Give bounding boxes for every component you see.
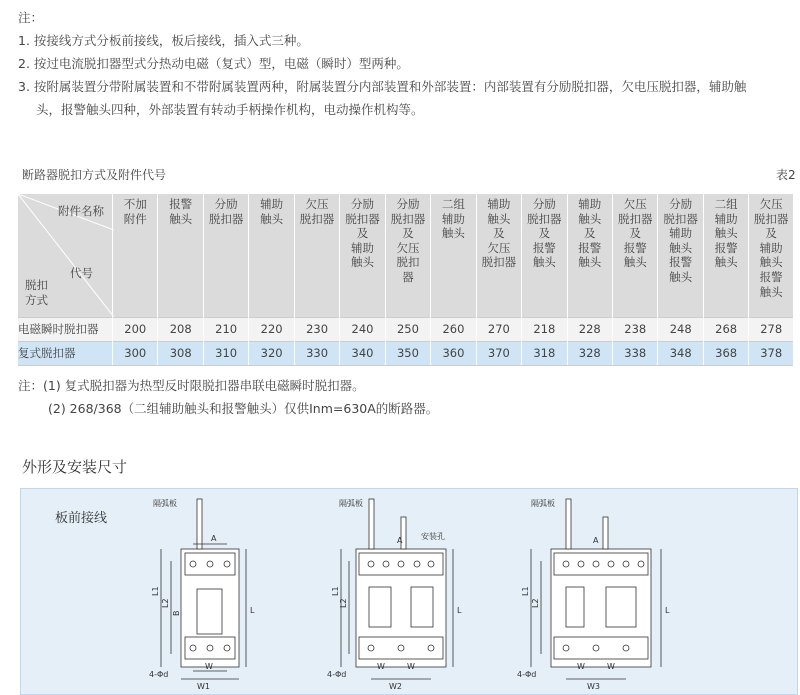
code-cell: 320 (249, 342, 294, 366)
column-header-line: 分励 (351, 197, 374, 211)
code-cell: 340 (340, 342, 385, 366)
dim-L-2: L (457, 606, 462, 615)
dim-L2-2: L2 (339, 598, 348, 608)
column-header-line: 辅助 (487, 197, 511, 211)
code-cell: 220 (249, 318, 294, 342)
column-header-line: 辅助 (441, 211, 465, 226)
column-header (476, 194, 521, 318)
code-cell: 240 (340, 318, 385, 342)
dim-W3: W3 (587, 682, 600, 691)
code-cell: 330 (294, 342, 339, 366)
column-header-line: 脱扣器 (208, 211, 244, 226)
column-header-line: 辅助 (669, 226, 693, 241)
column-header-line: 触头 (578, 211, 602, 226)
table-header-row (18, 194, 793, 318)
note-item-1: 1. 按接线方式分板前接线，板后接线，插入式三种。 (18, 33, 309, 48)
column-header-line: 辅助 (260, 197, 284, 211)
dimension-drawings (21, 489, 798, 695)
code-cell: 300 (113, 342, 158, 366)
column-header (613, 194, 658, 318)
column-header-line: 脱扣器 (663, 211, 698, 226)
column-header (294, 194, 339, 318)
column-header (749, 194, 793, 318)
column-header-line: 触头 (441, 226, 465, 241)
column-header-line: 脱扣器 (481, 255, 517, 270)
code-cell: 228 (567, 318, 612, 342)
column-header-line: 及 (538, 226, 551, 241)
hole-label-1: 4-Φd (149, 670, 169, 679)
code-cell: 230 (294, 318, 339, 342)
note-item-2: 2. 按过电流脱扣器型式分热动电磁（复式）型，电磁（瞬时）型两种。 (18, 56, 409, 71)
dim-W-2b: W (407, 662, 415, 671)
code-cell: 250 (385, 318, 430, 342)
hole-label-3: 4-Φd (517, 670, 537, 679)
mount-hole-label: 安装孔 (421, 532, 445, 541)
dim-B-1: B (172, 610, 181, 616)
column-header-line: 分励 (214, 197, 238, 211)
corner-code-label: 代号 (70, 266, 93, 280)
column-header-line: 脱扣器 (527, 211, 562, 226)
column-header-line: 器 (402, 269, 414, 284)
table-footnotes (18, 374, 438, 420)
column-header-line: 报警 (169, 197, 193, 211)
column-header (113, 194, 158, 318)
footnote-2: (2) 268/368（二组辅助触头和报警触头）仅供Inm=630A的断路器。 (48, 401, 439, 416)
column-header-line: 报警 (623, 240, 647, 255)
code-cell: 328 (567, 342, 612, 366)
code-cell: 210 (203, 318, 248, 342)
notes-label: 注： (18, 10, 44, 25)
column-header-line: 触头 (578, 255, 602, 270)
code-cell: 378 (749, 342, 793, 366)
column-header-line: 分励 (669, 197, 693, 211)
dim-W-2a: W (377, 662, 385, 671)
column-header (249, 194, 294, 318)
dim-W2: W2 (389, 682, 402, 691)
row-label: 电磁瞬时脱扣器 (18, 318, 113, 342)
column-header-line: 不加 (123, 197, 147, 211)
dimension-drawing-panel (20, 488, 798, 695)
code-cell: 270 (476, 318, 521, 342)
column-header-line: 欠压 (623, 197, 647, 211)
table-row (18, 318, 793, 342)
column-header-line: 脱扣器 (390, 211, 426, 226)
code-cell: 360 (431, 342, 476, 366)
column-header-line: 报警 (578, 240, 602, 255)
dim-L1-2: L1 (331, 586, 340, 596)
corner-accessory-label: 附件名称 (58, 204, 105, 218)
column-header (703, 194, 748, 318)
code-cell: 370 (476, 342, 521, 366)
column-header-line: 及 (493, 226, 505, 241)
column-header-line: 触头 (532, 255, 556, 270)
dim-L-1: L (250, 606, 255, 615)
column-header-line: 报警 (759, 269, 783, 284)
column-header-line: 触头 (669, 240, 693, 255)
hole-label-2: 4-Φd (327, 670, 347, 679)
column-header-line: 报警 (669, 255, 693, 270)
column-header-line: 触头 (714, 255, 738, 270)
column-header-line: 及 (765, 226, 777, 241)
dim-A-3: A (593, 536, 599, 545)
column-header-line: 触头 (759, 284, 783, 299)
barrier-label-3: 隔弧板 (531, 499, 555, 508)
column-header (431, 194, 476, 318)
column-header-line: 脱扣 (396, 255, 420, 270)
column-header-line: 脱扣器 (299, 211, 335, 226)
dim-L-3: L (665, 606, 670, 615)
column-header-line: 欠压 (487, 240, 511, 255)
code-cell: 208 (158, 318, 203, 342)
dim-L1-1: L1 (151, 586, 160, 596)
dim-W-1: W (205, 662, 213, 671)
row-label: 复式脱扣器 (18, 342, 113, 366)
corner-trip-line: 方式 (25, 293, 48, 307)
column-header-line: 及 (629, 226, 641, 241)
corner-trip-line: 脱扣 (25, 278, 48, 292)
code-cell: 318 (522, 342, 567, 366)
code-cell: 278 (749, 318, 793, 342)
section-title: 外形及安装尺寸 (22, 458, 128, 476)
code-cell: 350 (385, 342, 430, 366)
column-header-line: 脱扣器 (345, 211, 380, 226)
column-header-line: 分励 (396, 197, 420, 211)
barrier-plate-1 (197, 499, 202, 549)
code-cell: 348 (658, 342, 703, 366)
barrier-plate-2 (369, 499, 374, 549)
column-header-line: 辅助 (351, 240, 374, 255)
notes-block (18, 6, 793, 121)
column-header (567, 194, 612, 318)
code-cell: 338 (613, 342, 658, 366)
dim-A-1: A (211, 534, 217, 543)
corner-trip-label (25, 278, 48, 308)
barrier-plate-3 (566, 499, 571, 549)
column-header-line: 二组 (714, 197, 738, 211)
accessory-code-table (18, 194, 793, 366)
dim-A-2: A (397, 536, 403, 545)
column-header-line: 分励 (532, 197, 556, 211)
dim-W-3b: W (607, 662, 615, 671)
column-header (658, 194, 703, 318)
code-cell: 260 (431, 318, 476, 342)
drawing-subtitle: 板前接线 (55, 511, 108, 526)
column-header-line: 辅助 (714, 211, 738, 226)
dim-W-3a: W (577, 662, 585, 671)
column-header-line: 辅助 (578, 197, 602, 211)
column-header-line: 报警 (532, 240, 556, 255)
column-header-line: 脱扣器 (753, 211, 789, 226)
column-header-line: 触头 (169, 211, 193, 226)
table-caption: 断路器脱扣方式及附件代号 (22, 168, 167, 182)
code-cell: 368 (703, 342, 748, 366)
note-item-3: 3. 按附属装置分带附属装置和不带附属装置两种，附属装置分内部装置和外部装置：内部装置有分励脱扣器，欠电压脱扣器，辅助触 (18, 79, 747, 94)
table-corner-cell (18, 194, 113, 318)
column-header (158, 194, 203, 318)
column-header (203, 194, 248, 318)
breaker-drawing-3 (517, 498, 670, 691)
table-tag: 表2 (776, 168, 796, 182)
column-header-line: 欠压 (396, 240, 420, 255)
column-header-line: 触头 (260, 211, 284, 226)
column-header-line: 触头 (487, 211, 511, 226)
column-header-line: 及 (584, 226, 596, 241)
code-cell: 268 (703, 318, 748, 342)
column-header-line: 欠压 (305, 197, 329, 211)
dim-L1-3: L1 (521, 586, 530, 596)
column-header-line: 触头 (759, 255, 783, 270)
code-cell: 200 (113, 318, 158, 342)
barrier-label-1: 隔弧板 (153, 499, 177, 508)
code-cell: 238 (613, 318, 658, 342)
code-cell: 248 (658, 318, 703, 342)
column-header (522, 194, 567, 318)
column-header-line: 触头 (669, 269, 693, 284)
code-cell: 310 (203, 342, 248, 366)
code-cell: 308 (158, 342, 203, 366)
column-header-line: 触头 (351, 255, 374, 270)
table-row (18, 342, 793, 366)
column-header-line: 辅助 (759, 240, 783, 255)
column-header-line: 附件 (123, 211, 147, 226)
dim-L2-1: L2 (161, 598, 170, 608)
column-header-line: 二组 (441, 197, 465, 211)
column-header-line: 报警 (714, 240, 738, 255)
breaker-drawing-2 (327, 498, 462, 691)
note-item-3-cont: 头，报警触头四种，外部装置有转动手柄操作机构，电动操作机构等。 (36, 102, 424, 117)
dim-W1: W1 (197, 682, 210, 691)
column-header-line: 脱扣器 (617, 211, 653, 226)
dim-L2-3: L2 (531, 598, 540, 608)
breaker-drawing-1 (149, 498, 255, 691)
column-header-line: 触头 (623, 255, 647, 270)
column-header (340, 194, 385, 318)
barrier-label-2: 隔弧板 (339, 499, 363, 508)
column-header-line: 及 (402, 226, 414, 241)
code-cell: 218 (522, 318, 567, 342)
column-header-line: 触头 (714, 226, 738, 241)
column-header-line: 欠压 (759, 197, 783, 211)
column-header-line: 及 (356, 226, 369, 241)
column-header (385, 194, 430, 318)
footnote-1: 注：(1) 复式脱扣器为热型反时限脱扣器串联电磁瞬时脱扣器。 (18, 378, 365, 393)
